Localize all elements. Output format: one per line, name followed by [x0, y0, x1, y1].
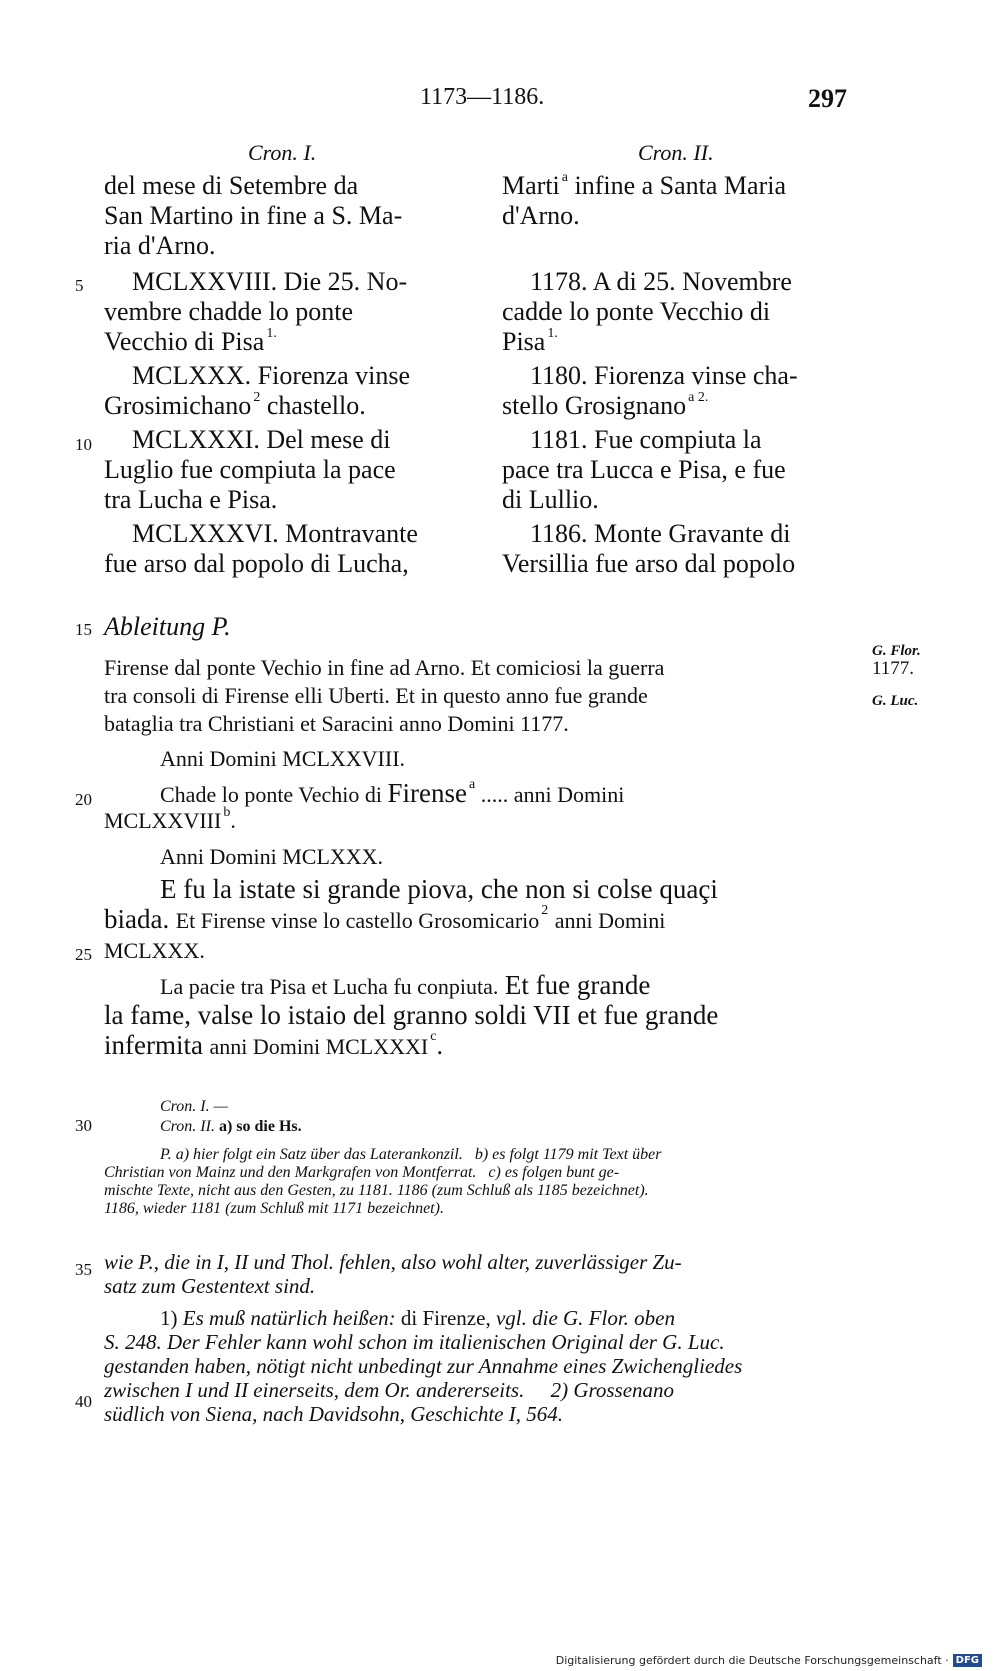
- line-number: 35: [75, 1260, 92, 1279]
- line-number: 40: [75, 1392, 92, 1411]
- right-line: 1178. A di 25. Novembre: [530, 267, 792, 296]
- right-line: di Lullio.: [502, 485, 599, 514]
- left-line: ria d'Arno.: [104, 231, 216, 260]
- footnote-line: S. 248. Der Fehler kann wohl schon im italienischen Original der G. Luc.: [104, 1330, 725, 1354]
- p-text-line: Firense dal ponte Vechio in fine ad Arno. Et comiciosi la guerra: [104, 655, 665, 680]
- left-line: fue arso dal popolo di Lucha,: [104, 549, 409, 578]
- p-text-line: infermita anni Domini MCLXXXI $^c$.: [104, 1029, 443, 1060]
- apparatus-note: 1186, wieder 1181 (zum Schluß mit 1171 bezeichnet).: [104, 1200, 444, 1217]
- footnote-line: gestanden haben, nötigt nicht unbedingt zur Annahme eines Zwichengliedes: [104, 1354, 743, 1378]
- credit-text: Digitalisierung gefördert durch die Deutsche Forschungsgemeinschaft ·: [555, 1654, 949, 1667]
- right-line: Pisa $^{1.}$: [502, 326, 558, 356]
- line-number: 15: [75, 620, 92, 639]
- right-line: 1180. Fiorenza vinse cha-: [530, 361, 798, 390]
- line-number: 20: [75, 790, 92, 809]
- apparatus-note: Cron. I. —: [160, 1098, 228, 1115]
- right-line: cadde lo ponte Vecchio di: [502, 297, 771, 326]
- right-line: Marti $^a$ infine a Santa Maria: [502, 170, 787, 200]
- p-text-line: La pacie tra Pisa et Lucha fu conpiuta. Et fue grande: [160, 970, 651, 1000]
- line-number: 25: [75, 945, 92, 964]
- right-line: stello Grosignano $^{a 2.}$: [502, 390, 709, 420]
- right-line: d'Arno.: [502, 201, 580, 230]
- p-text-line: la fame, valse lo istaio del granno soldi VII et fue grande: [104, 1000, 719, 1030]
- left-line: MCLXXX. Fiorenza vinse: [132, 361, 411, 390]
- dfg-logo: DFG: [953, 1654, 982, 1667]
- left-column-title: Cron. I.: [248, 140, 317, 165]
- apparatus-note: Cron. II. a) so die Hs.: [160, 1118, 302, 1135]
- apparatus-note: P. a) hier folgt ein Satz über das Laterankonzil. b) es folgt 1179 mit Text über: [160, 1146, 662, 1163]
- side-note-gflor: G. Flor.: [872, 643, 921, 659]
- section-title: Ableitung P.: [104, 612, 231, 641]
- footnote-line: südlich von Siena, nach Davidsohn, Geschichte I, 564.: [104, 1402, 563, 1426]
- p-text-line: Anni Domini MCLXXVIII.: [160, 746, 406, 771]
- p-text-line: MCLXXVIII $^b$.: [104, 805, 236, 833]
- page-number: 297: [808, 84, 847, 113]
- line-number: 5: [75, 276, 84, 295]
- p-text-line: MCLXXX.: [104, 938, 205, 963]
- line-number: 30: [75, 1116, 92, 1135]
- right-column-title: Cron. II.: [638, 140, 714, 165]
- left-line: MCLXXVIII. Die 25. No-: [132, 267, 408, 296]
- apparatus-note: Christian von Mainz und den Markgrafen von Montferrat. c) es folgen bunt ge-: [104, 1164, 620, 1181]
- footnote-line: 1) Es muß natürlich heißen: di Firenze, vgl. die G. Flor. oben: [160, 1306, 676, 1330]
- running-header-range: 1173—1186.: [420, 84, 545, 110]
- apparatus-note: mischte Texte, nicht aus den Gesten, zu 1181. 1186 (zum Schluß als 1185 bezeichnet).: [104, 1182, 649, 1199]
- line-number: 10: [75, 435, 92, 454]
- right-line: 1186. Monte Gravante di: [530, 519, 791, 548]
- side-note-year: 1177.: [872, 658, 915, 679]
- left-line: Luglio fue compiuta la pace: [104, 455, 396, 484]
- footnote-line: wie P., die in I, II und Thol. fehlen, also wohl alter, zuverlässiger Zu-: [104, 1250, 682, 1274]
- p-text-line: Chade lo ponte Vechio di Firense $^a$ ..... anni Domini: [160, 777, 625, 808]
- right-line: Versillia fue arso dal popolo: [502, 549, 796, 578]
- left-line: del mese di Setembre da: [104, 171, 359, 200]
- left-line: Vecchio di Pisa $^{1.}$: [104, 326, 277, 356]
- p-text-line: biada. Et Firense vinse lo castello Grosomicario $^2$ anni Domini: [104, 903, 666, 934]
- digitization-credit: [556, 1654, 982, 1667]
- footnote-line: zwischen I und II einerseits, dem Or. andererseits. 2) Grossenano: [104, 1378, 675, 1402]
- right-line: pace tra Lucca e Pisa, e fue: [502, 455, 786, 484]
- p-text-line: tra consoli di Firense elli Uberti. Et in questo anno fue grande: [104, 683, 648, 708]
- p-text-line: Anni Domini MCLXXX.: [160, 844, 384, 869]
- p-text-line: E fu la istate si grande piova, che non si colse quaçi: [160, 874, 718, 904]
- left-line: MCLXXXVI. Montravante: [132, 519, 418, 548]
- side-note-gluc: G. Luc.: [872, 693, 919, 709]
- left-line: tra Lucha e Pisa.: [104, 485, 278, 514]
- left-line: MCLXXXI. Del mese di: [132, 425, 391, 454]
- left-line: San Martino in fine a S. Ma-: [104, 201, 403, 230]
- left-line: Grosimichano $^2$ chastello.: [104, 390, 366, 420]
- p-text-line: bataglia tra Christiani et Saracini anno Domini 1177.: [104, 711, 569, 736]
- right-line: 1181. Fue compiuta la: [530, 425, 762, 454]
- footnote-line: satz zum Gestentext sind.: [104, 1274, 316, 1298]
- left-line: vembre chadde lo ponte: [104, 297, 354, 326]
